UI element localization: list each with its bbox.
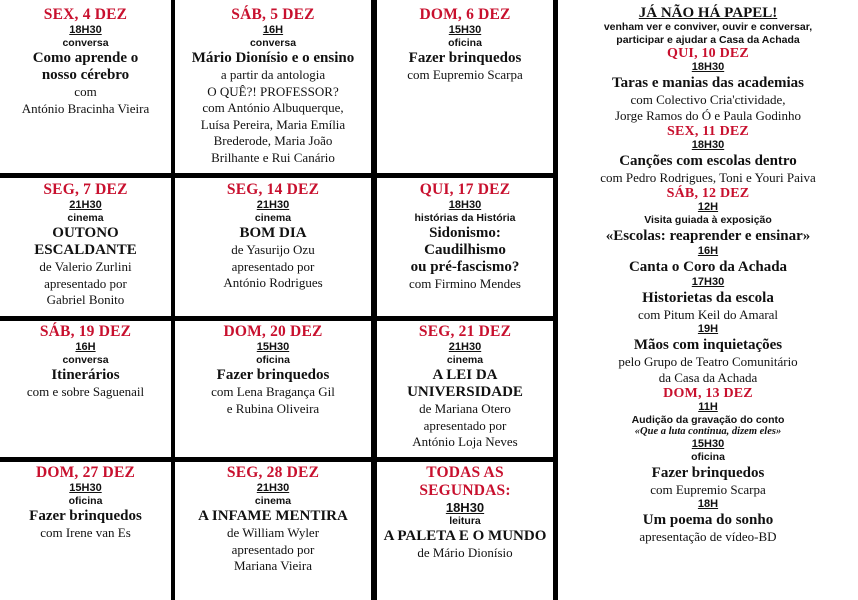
event-category: cinema bbox=[254, 212, 292, 224]
event-info: Luísa Pereira, Maria Emília bbox=[200, 116, 346, 132]
event-category: cinema bbox=[67, 212, 104, 224]
event-category: conversa bbox=[62, 354, 109, 366]
event-date: SEG, 7 DEZ bbox=[43, 181, 128, 198]
event-title: ESCALDANTE bbox=[34, 242, 137, 258]
event-title: ou pré-fascismo? bbox=[410, 259, 520, 275]
event-info: com Lena Bragança Gil bbox=[211, 384, 335, 399]
event-category: leitura bbox=[449, 515, 481, 527]
event-title: nosso cérebro bbox=[41, 67, 130, 83]
event-hour: 18H30 bbox=[691, 61, 725, 73]
event-title: Um poema do sonho bbox=[642, 511, 774, 528]
event-cell-4 bbox=[0, 178, 171, 316]
event-category: histórias da História bbox=[414, 212, 516, 224]
event-hour: 18H30 bbox=[448, 199, 482, 211]
event-hour: 15H30 bbox=[691, 438, 725, 450]
event-title: A PALETA E O MUNDO bbox=[383, 528, 547, 544]
event-title: Sidonismo: bbox=[429, 225, 501, 241]
event-info: de Mariana Otero bbox=[419, 401, 511, 416]
event-hour: 16H bbox=[262, 24, 284, 36]
event-cell-6 bbox=[377, 178, 553, 316]
event-date: SEX, 11 DEZ bbox=[667, 124, 749, 139]
event-hour: 18H30 bbox=[691, 139, 725, 151]
event-title: Fazer brinquedos bbox=[651, 464, 765, 481]
event-info: apresentado por bbox=[231, 541, 315, 557]
event-hour: 15H30 bbox=[448, 24, 482, 36]
event-category: oficina bbox=[256, 354, 290, 366]
event-hour: 21H30 bbox=[256, 199, 290, 211]
event-hour: 18H bbox=[697, 497, 719, 510]
event-category: oficina bbox=[68, 495, 103, 507]
event-title: Fazer brinquedos bbox=[408, 50, 522, 66]
event-hour: 11H bbox=[698, 400, 718, 413]
event-category: cinema bbox=[254, 495, 292, 507]
event-title: Taras e manias das academias bbox=[612, 75, 804, 91]
event-category: Visita guiada à exposição bbox=[644, 214, 772, 226]
event-cell-5 bbox=[175, 178, 371, 316]
event-cell-9 bbox=[377, 321, 553, 457]
event-info: de Mário Dionísio bbox=[417, 545, 513, 560]
event-date: SEX, 4 DEZ bbox=[43, 6, 128, 23]
event-info: com bbox=[74, 84, 97, 99]
event-date: DOM, 27 DEZ bbox=[35, 464, 136, 481]
event-info: de Valerio Zurlini bbox=[39, 259, 132, 274]
event-cell-1 bbox=[0, 0, 171, 173]
event-date: QUI, 17 DEZ bbox=[419, 181, 511, 198]
event-category: cinema bbox=[446, 354, 484, 366]
event-cell-8 bbox=[175, 321, 371, 457]
event-cell-7 bbox=[0, 321, 171, 457]
event-hour: 19H bbox=[697, 322, 719, 335]
event-info: António Rodrigues bbox=[223, 275, 323, 290]
event-info: com e sobre Saguenail bbox=[26, 384, 145, 399]
event-hour: 15H30 bbox=[256, 341, 290, 353]
event-date: SÁB, 19 DEZ bbox=[39, 323, 132, 340]
event-title: UNIVERSIDADE bbox=[407, 384, 523, 400]
event-info: Mariana Vieira bbox=[233, 558, 313, 573]
panel-intro: participar e ajudar a Casa da Achada bbox=[616, 33, 800, 46]
event-cell-2 bbox=[175, 0, 371, 173]
event-hour: 18H30 bbox=[69, 24, 102, 36]
event-hour: 17H30 bbox=[691, 275, 725, 288]
event-info: com Pedro Rodrigues, Toni e Youri Paiva bbox=[600, 170, 816, 185]
panel-heading: JÁ NÃO HÁ PAPEL! bbox=[638, 5, 778, 21]
event-hour: 21H30 bbox=[256, 482, 290, 494]
event-info: Brilhante e Rui Canário bbox=[211, 149, 335, 165]
event-info: com Firmino Mendes bbox=[409, 276, 521, 291]
event-title: OUTONO bbox=[52, 225, 119, 241]
special-week-panel bbox=[558, 0, 858, 600]
event-title: Historietas da escola bbox=[642, 289, 774, 306]
event-info: com Eupremio Scarpa bbox=[650, 481, 766, 497]
event-info: a partir da antologia bbox=[220, 67, 326, 82]
event-info: com António Albuquerque, bbox=[202, 100, 344, 115]
event-category: oficina bbox=[691, 451, 725, 463]
event-title: Caudilhismo bbox=[424, 242, 506, 258]
event-date: SÁB, 5 DEZ bbox=[231, 6, 315, 23]
event-date: DOM, 13 DEZ bbox=[663, 385, 753, 401]
event-info: com Irene van Es bbox=[40, 525, 131, 540]
event-info: apresentação de vídeo-BD bbox=[639, 528, 777, 544]
event-title: Fazer brinquedos bbox=[216, 367, 330, 383]
event-date: SEG, 28 DEZ bbox=[226, 464, 320, 481]
event-info: António Loja Neves bbox=[412, 434, 518, 449]
event-hour: 16H bbox=[697, 244, 719, 257]
event-info: O QUÊ?! PROFESSOR? bbox=[207, 83, 339, 99]
event-info: apresentado por bbox=[44, 275, 127, 291]
event-hour: 18H30 bbox=[445, 500, 485, 515]
event-info: António Bracinha Vieira bbox=[21, 100, 150, 116]
event-date: DOM, 20 DEZ bbox=[223, 323, 323, 340]
event-info: com Colectivo Cria'ctividade, bbox=[630, 92, 786, 107]
event-category: conversa bbox=[62, 37, 109, 49]
event-date: SEG, 21 DEZ bbox=[418, 323, 512, 340]
event-cell-3 bbox=[377, 0, 553, 173]
event-title: «Escolas: reaprender e ensinar» bbox=[605, 227, 811, 244]
event-title: Fazer brinquedos bbox=[29, 508, 142, 524]
event-hour: 21H30 bbox=[69, 199, 102, 211]
event-info: pelo Grupo de Teatro Comunitário bbox=[618, 353, 798, 369]
event-title: A INFAME MENTIRA bbox=[198, 508, 348, 524]
event-quote: «Que a luta continua, dizem eles» bbox=[634, 426, 782, 437]
event-title: Mário Dionísio e o ensino bbox=[191, 50, 355, 66]
event-cell-10 bbox=[0, 462, 171, 600]
event-hour: 21H30 bbox=[448, 341, 482, 353]
event-title: Canções com escolas dentro bbox=[619, 153, 797, 169]
panel-intro: venham ver e conviver, ouvir e conversar, bbox=[603, 21, 813, 33]
event-info: com Pitum Keil do Amaral bbox=[637, 306, 779, 322]
event-category: Audição da gravação do conto bbox=[631, 413, 785, 426]
event-info: Gabriel Bonito bbox=[46, 292, 125, 307]
event-title: A LEI DA bbox=[432, 367, 498, 383]
event-info: apresentado por bbox=[423, 417, 507, 433]
event-date: SÁB, 12 DEZ bbox=[666, 186, 750, 201]
event-info: Brederode, Maria João bbox=[213, 133, 333, 148]
event-hour: 16H bbox=[75, 341, 96, 353]
event-info: de Yasurijo Ozu bbox=[231, 242, 315, 257]
event-info: com Eupremio Scarpa bbox=[407, 67, 523, 82]
event-date: QUI, 10 DEZ bbox=[667, 46, 749, 61]
event-hour: 15H30 bbox=[69, 482, 102, 494]
event-category: oficina bbox=[448, 37, 482, 49]
event-title: Canta o Coro da Achada bbox=[628, 258, 788, 275]
event-info: apresentado por bbox=[231, 258, 315, 274]
event-category: conversa bbox=[249, 37, 297, 49]
event-info: da Casa da Achada bbox=[658, 369, 758, 385]
event-title: Como aprende o bbox=[32, 50, 139, 66]
event-hour: 12H bbox=[697, 201, 719, 213]
event-cell-12 bbox=[377, 462, 553, 600]
event-date: SEG, 14 DEZ bbox=[226, 181, 320, 198]
event-date: TODAS AS SEGUNDAS: bbox=[419, 464, 511, 499]
event-cell-11 bbox=[175, 462, 371, 600]
event-info: de William Wyler bbox=[226, 525, 320, 540]
event-info: Jorge Ramos do Ó e Paula Godinho bbox=[614, 108, 802, 123]
event-title: BOM DIA bbox=[239, 225, 307, 241]
event-title: Mãos com inquietações bbox=[633, 336, 783, 353]
event-info: e Rubina Oliveira bbox=[226, 400, 320, 416]
event-date: DOM, 6 DEZ bbox=[419, 6, 511, 23]
event-title: Itinerários bbox=[51, 367, 120, 383]
